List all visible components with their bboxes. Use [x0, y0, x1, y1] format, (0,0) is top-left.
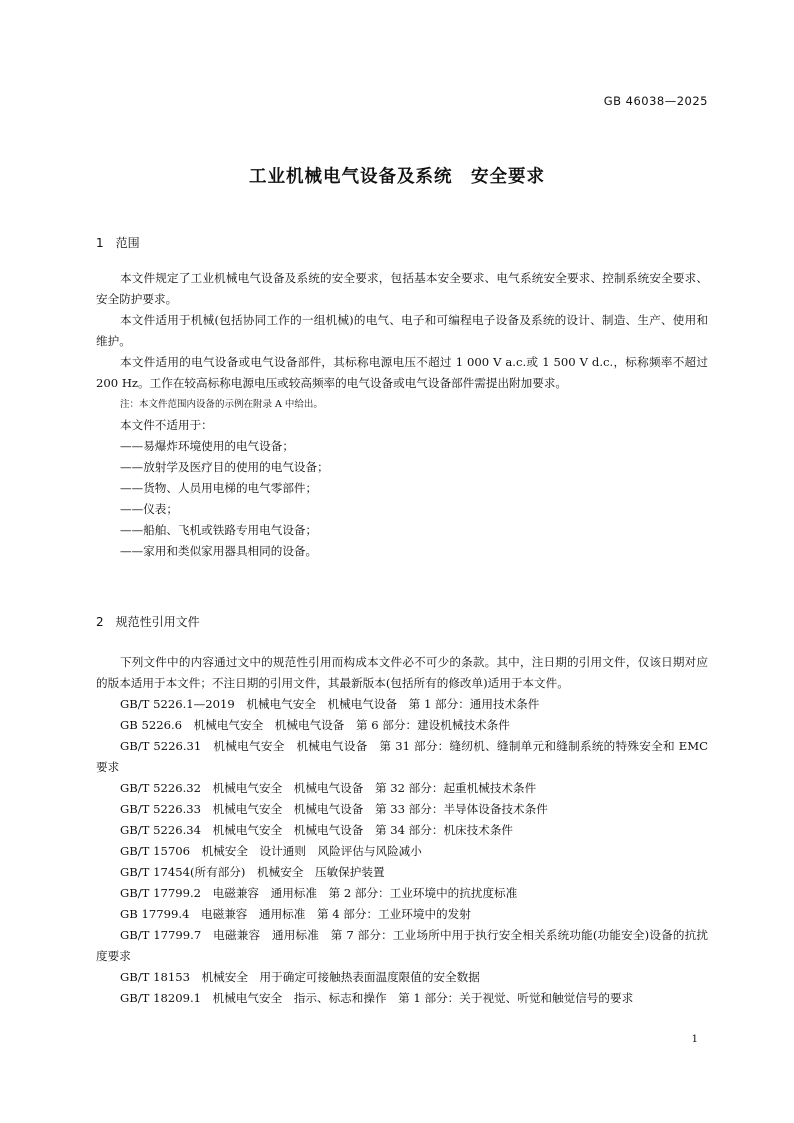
standard-code: GB 46038—2025	[603, 94, 708, 108]
reference-item: GB/T 17799.2 电磁兼容 通用标准 第 2 部分：工业环境中的抗扰度标准	[120, 886, 518, 900]
scope-paragraph: 本文件规定了工业机械电气设备及系统的安全要求，包括基本安全要求、电气系统安全要求、控制系统安全要求、安全防护要求。	[96, 271, 708, 306]
reference-item: GB 17799.4 电磁兼容 通用标准 第 4 部分：工业环境中的发射	[120, 907, 471, 921]
reference-item: GB/T 18153 机械安全 用于确定可接触热表面温度限值的安全数据	[120, 970, 480, 984]
scope-paragraph: 本文件不适用于：	[120, 418, 213, 432]
reference-item: GB 5226.6 机械电气安全 机械电气设备 第 6 部分：建设机械技术条件	[120, 718, 510, 732]
reference-item: GB/T 17799.7 电磁兼容 通用标准 第 7 部分：工业场所中用于执行安全相关系统功能(功能安全)设备的抗扰度要求	[96, 928, 708, 963]
references-intro: 下列文件中的内容通过文中的规范性引用而构成本文件必不可少的条款。其中，注日期的引用文件，仅该日期对应的版本适用于本文件；不注日期的引用文件，其最新版本(包括所有的修改单)适用于本文件。	[96, 655, 708, 690]
exclusion-item: ——船舶、飞机或铁路专用电气设备；	[120, 523, 318, 537]
reference-item: GB/T 15706 机械安全 设计通则 风险评估与风险减小	[120, 844, 422, 858]
exclusion-item: ——放射学及医疗目的使用的电气设备；	[120, 460, 329, 474]
section-1-body	[96, 268, 708, 562]
exclusion-item: ——易爆炸环境使用的电气设备；	[120, 439, 294, 453]
section-2-body	[96, 652, 708, 1009]
exclusion-item: ——货物、人员用电梯的电气零部件；	[120, 481, 318, 495]
document-title: 工业机械电气设备及系统 安全要求	[249, 167, 545, 187]
page-number: 1	[691, 1034, 698, 1045]
section-1-heading: 1 范围	[96, 236, 140, 250]
reference-item: GB/T 5226.1—2019 机械电气安全 机械电气设备 第 1 部分：通用技术条件	[120, 697, 540, 711]
exclusion-item: ——仪表；	[120, 502, 178, 516]
reference-item: GB/T 5226.33 机械电气安全 机械电气设备 第 33 部分：半导体设备技术条件	[120, 802, 548, 816]
exclusion-item: ——家用和类似家用器具相同的设备。	[120, 544, 318, 558]
scope-paragraph: 本文件适用的电气设备或电气设备部件，其标称电源电压不超过 1 000 V a.c.或 1 500 V d.c.，标称频率不超过 200 Hz。工作在较高标称电源电压或较高频率的电气设备或电气设备部件需提出附加要求。	[96, 355, 708, 390]
reference-item: GB/T 18209.1 机械电气安全 指示、标志和操作 第 1 部分：关于视觉、听觉和触觉信号的要求	[120, 991, 634, 1005]
reference-item: GB/T 5226.32 机械电气安全 机械电气设备 第 32 部分：起重机械技术条件	[120, 781, 537, 795]
reference-item: GB/T 17454(所有部分) 机械安全 压敏保护装置	[120, 865, 385, 879]
reference-item: GB/T 5226.31 机械电气安全 机械电气设备 第 31 部分：缝纫机、缝制单元和缝制系统的特殊安全和 EMC 要求	[96, 739, 708, 774]
section-2-heading: 2 规范性引用文件	[96, 615, 200, 629]
scope-note: 注：本文件范围内设备的示例在附录 A 中给出。	[120, 399, 323, 410]
scope-paragraph: 本文件适用于机械(包括协同工作的一组机械)的电气、电子和可编程电子设备及系统的设计、制造、生产、使用和维护。	[96, 313, 708, 348]
reference-item: GB/T 5226.34 机械电气安全 机械电气设备 第 34 部分：机床技术条件	[120, 823, 514, 837]
